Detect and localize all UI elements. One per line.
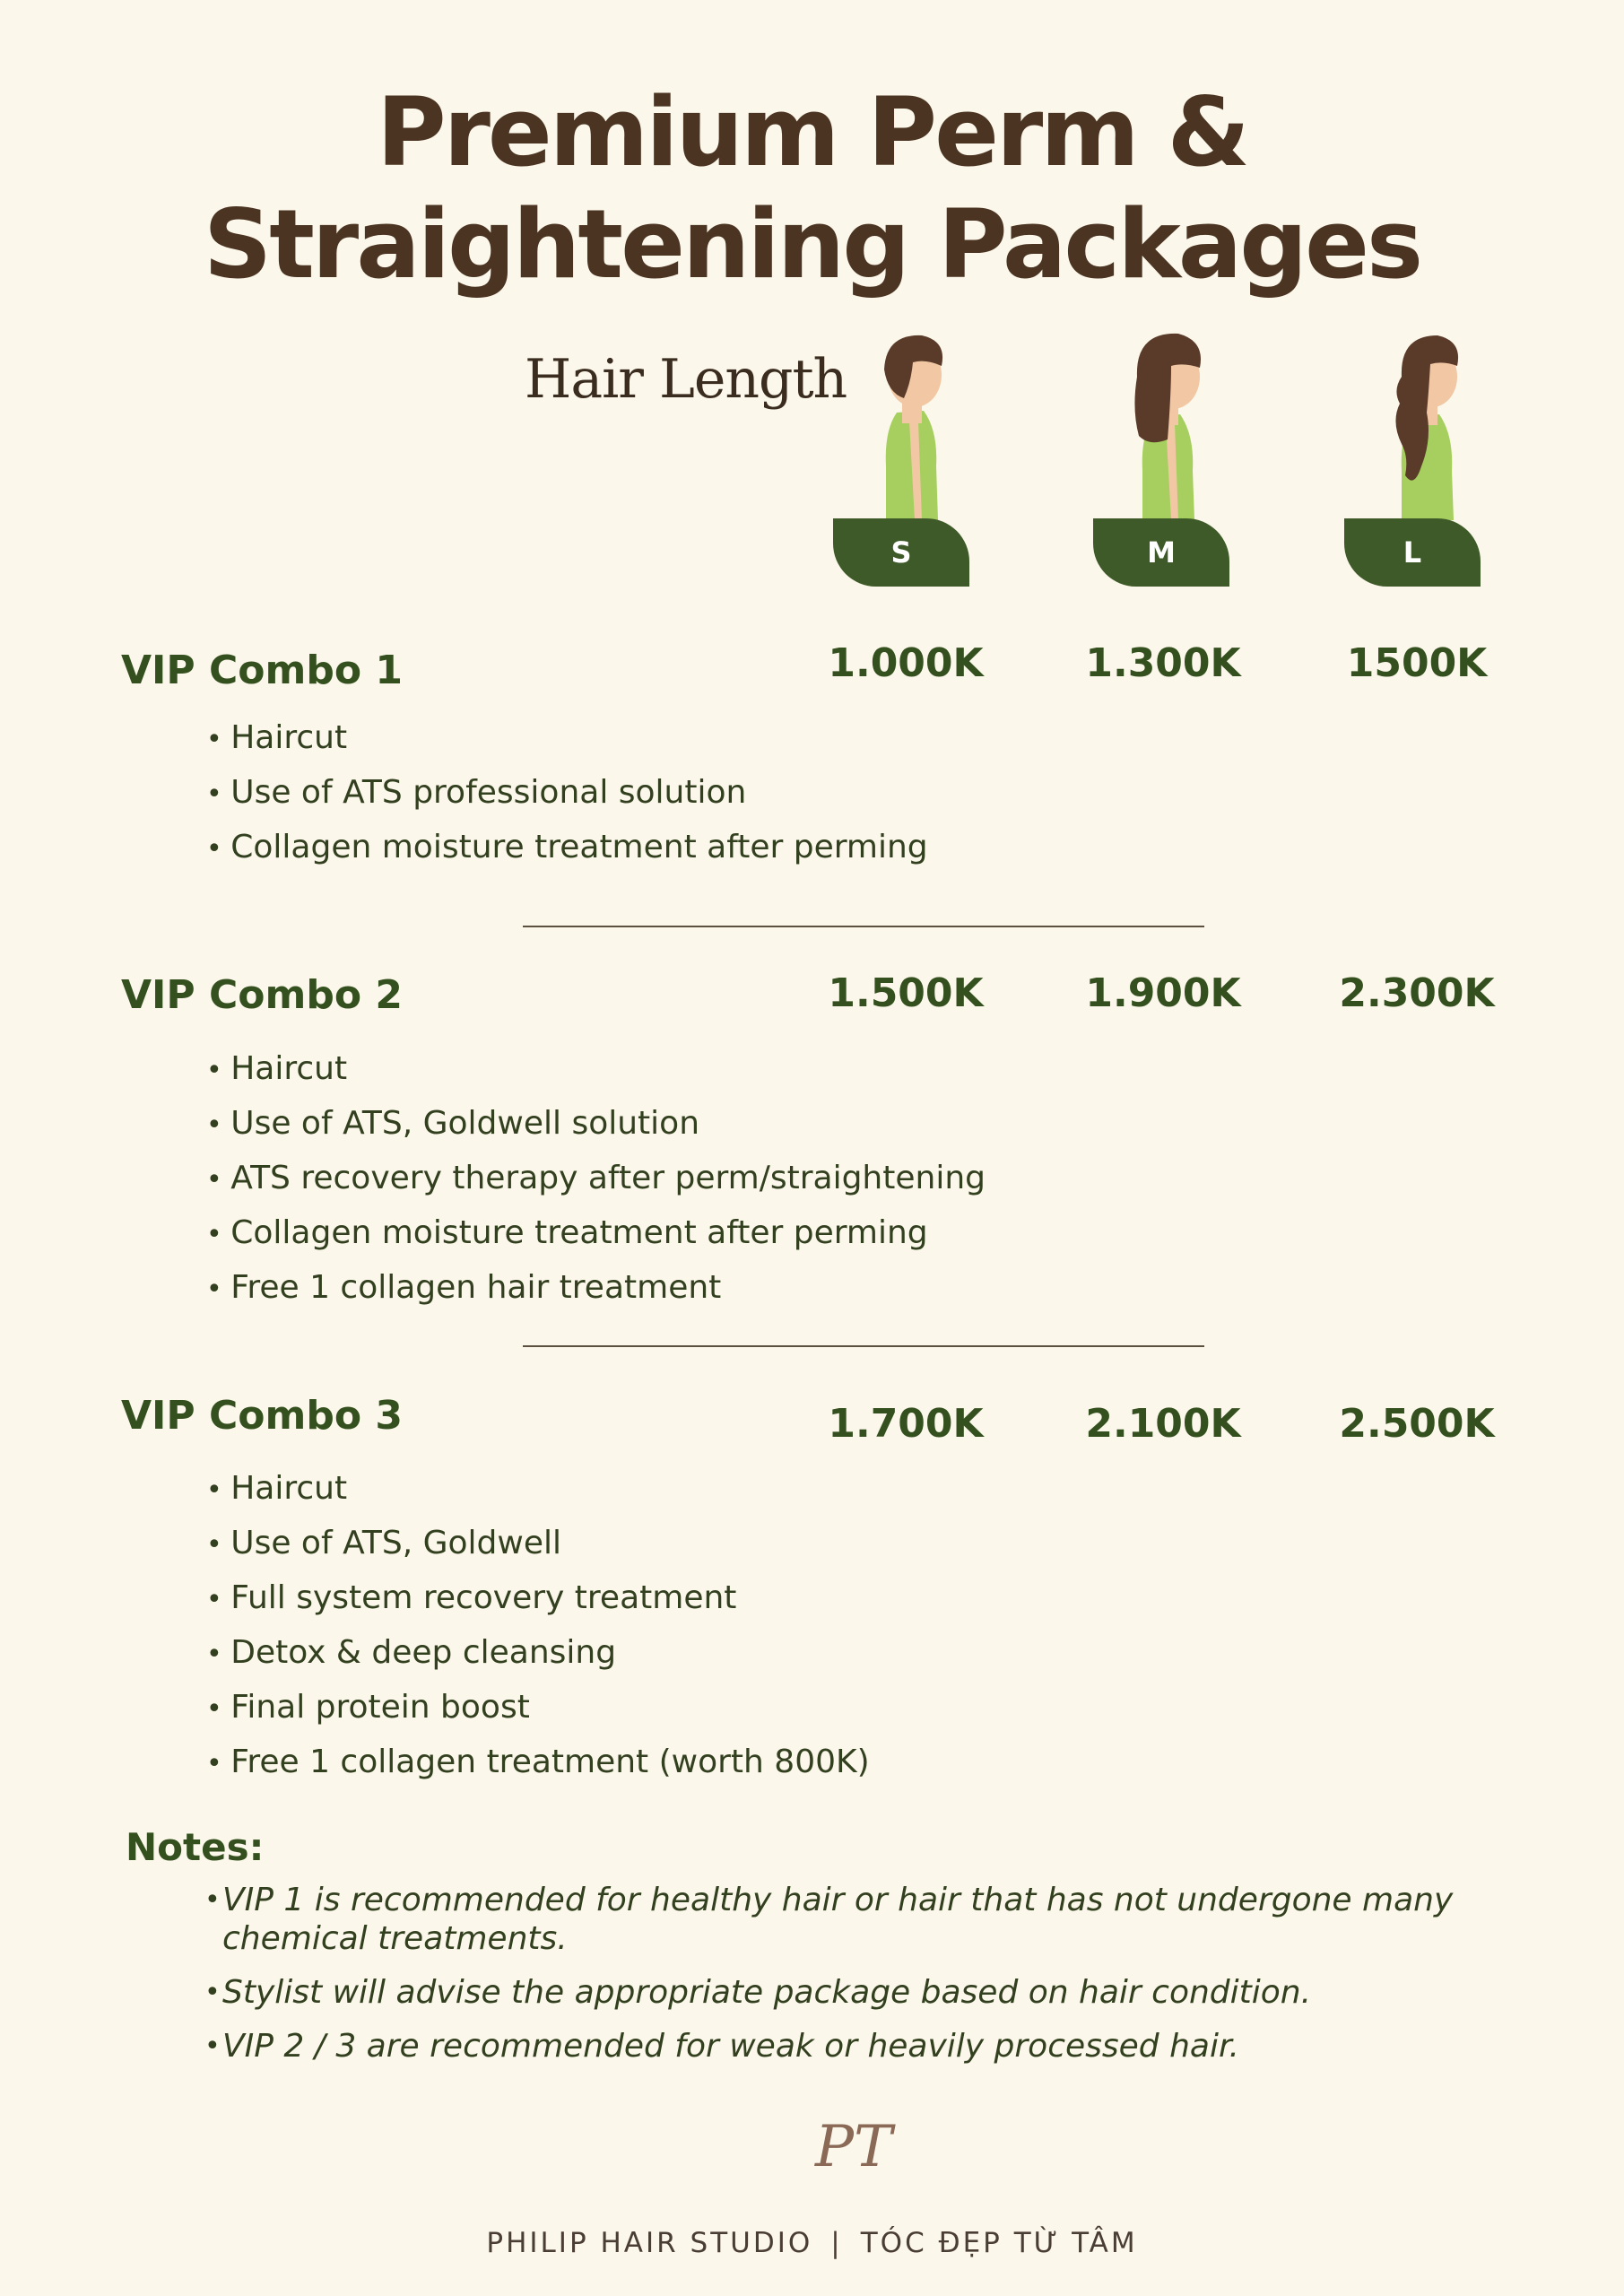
notes-title: Notes: xyxy=(126,1825,265,1869)
notes-list xyxy=(206,1881,1480,2081)
combo-1-items xyxy=(206,710,928,874)
combo-2-price-s: 1.500K xyxy=(828,970,984,1016)
list-item: • Collagen moisture treatment after perming xyxy=(206,820,928,874)
page-title-line-1: Premium Perm & xyxy=(376,77,1248,187)
combo-2-title: VIP Combo 2 xyxy=(121,972,404,1018)
list-item: • Use of ATS, Goldwell xyxy=(206,1516,870,1570)
combo-2-items xyxy=(206,1041,986,1315)
list-item: • Haircut xyxy=(206,710,928,765)
list-item: • Collagen moisture treatment after perming xyxy=(206,1205,986,1260)
list-item: • Free 1 collagen treatment (worth 800K) xyxy=(206,1735,870,1789)
list-item: • Use of ATS, Goldwell solution xyxy=(206,1096,986,1151)
list-item: • Haircut xyxy=(206,1041,986,1096)
combo-3-price-m: 2.100K xyxy=(1085,1401,1241,1447)
combo-3-items xyxy=(206,1461,870,1789)
combo-3-price-l: 2.500K xyxy=(1339,1401,1495,1447)
size-badge-l: L xyxy=(1344,518,1481,587)
list-item: • Free 1 collagen hair treatment xyxy=(206,1260,986,1315)
note-item: • Stylist will advise the appropriate package based on hair condition. xyxy=(206,1973,1480,2012)
list-item: • Use of ATS professional solution xyxy=(206,765,928,820)
note-item: • VIP 1 is recommended for healthy hair or hair that has not undergone many chemical treatments. xyxy=(206,1881,1460,1958)
studio-logo-icon xyxy=(803,2103,910,2211)
list-item: • Detox & deep cleansing xyxy=(206,1625,870,1680)
list-item: • ATS recovery therapy after perm/straightening xyxy=(206,1151,986,1205)
studio-slogan: TÓC ĐẸP TỪ TÂM xyxy=(860,2227,1138,2259)
hair-length-label: Hair Length xyxy=(525,348,847,411)
combo-2-price-l: 2.300K xyxy=(1339,970,1495,1016)
divider xyxy=(523,1345,1204,1347)
list-item: • Final protein boost xyxy=(206,1680,870,1735)
combo-1-title: VIP Combo 1 xyxy=(121,648,404,693)
combo-2-price-m: 1.900K xyxy=(1085,970,1241,1016)
combo-1-price-s: 1.000K xyxy=(828,640,984,686)
size-badge-s: S xyxy=(833,518,969,587)
note-item: • VIP 2 / 3 are recommended for weak or heavily processed hair. xyxy=(206,2027,1480,2066)
combo-1-price-m: 1.300K xyxy=(1085,640,1241,686)
combo-1-price-l: 1500K xyxy=(1346,640,1488,686)
footer xyxy=(0,2227,1624,2259)
logo-letter: PT xyxy=(815,2114,892,2180)
divider xyxy=(523,926,1204,927)
combo-3-title: VIP Combo 3 xyxy=(121,1393,404,1439)
list-item: • Haircut xyxy=(206,1461,870,1516)
combo-3-price-s: 1.700K xyxy=(828,1401,984,1447)
page-title-line-2: Straightening Packages xyxy=(203,189,1421,300)
list-item: • Full system recovery treatment xyxy=(206,1570,870,1625)
footer-separator: | xyxy=(830,2227,843,2259)
size-badge-m: M xyxy=(1093,518,1229,587)
studio-name: PHILIP HAIR STUDIO xyxy=(486,2227,813,2259)
